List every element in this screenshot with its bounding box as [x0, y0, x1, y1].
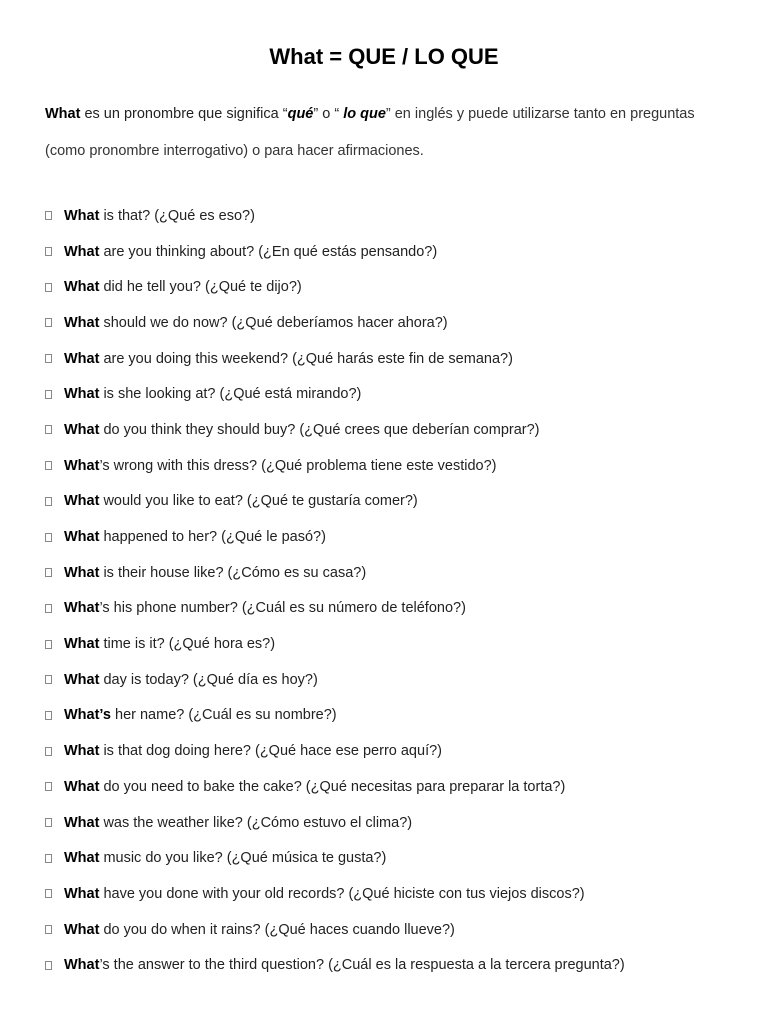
item-text: her name? (¿Cuál es su nombre?) — [115, 707, 337, 724]
item-text: are you doing this weekend? (¿Qué harás este fin de semana?) — [103, 350, 513, 367]
list-item — [45, 805, 745, 841]
item-text: is she looking at? (¿Qué está mirando?) — [103, 386, 362, 403]
intro-text-1: es un pronombre que significa “ — [80, 106, 288, 122]
list-item — [45, 591, 745, 627]
item-text: should we do now? (¿Qué deberíamos hacer ahora?) — [103, 314, 448, 331]
list-item — [45, 519, 745, 555]
item-keyword: What — [64, 386, 100, 403]
item-keyword: What — [64, 279, 100, 296]
item-keyword: What — [64, 921, 100, 938]
bullet-box-icon — [45, 318, 52, 327]
item-text: are you thinking about? (¿En qué estás pensando?) — [103, 243, 438, 260]
bullet-box-icon — [45, 247, 52, 256]
bullet-box-icon — [45, 818, 52, 827]
bullet-box-icon — [45, 497, 52, 506]
bullet-box-icon — [45, 854, 52, 863]
item-text: day is today? (¿Qué día es hoy?) — [103, 671, 318, 688]
bullet-box-icon — [45, 925, 52, 934]
list-item — [45, 305, 745, 341]
list-item — [45, 947, 745, 983]
item-keyword: What — [64, 778, 100, 795]
list-item — [45, 376, 745, 412]
bullet-box-icon — [45, 675, 52, 684]
list-item — [45, 412, 745, 448]
list-item — [45, 733, 745, 769]
bullet-box-icon — [45, 390, 52, 399]
item-keyword: What — [64, 529, 100, 546]
item-text: have you done with your old records? (¿Qué hiciste con tus viejos discos?) — [103, 885, 585, 902]
bullet-box-icon — [45, 711, 52, 720]
item-text: is their house like? (¿Cómo es su casa?) — [103, 564, 367, 581]
item-text: did he tell you? (¿Qué te dijo?) — [103, 279, 302, 296]
bullet-box-icon — [45, 640, 52, 649]
bullet-box-icon — [45, 747, 52, 756]
item-keyword: What — [64, 814, 100, 831]
item-text: time is it? (¿Qué hora es?) — [103, 636, 276, 653]
item-keyword: What — [64, 457, 100, 474]
intro-text-2: ” o “ — [313, 106, 344, 122]
bullet-box-icon — [45, 533, 52, 542]
examples-list — [45, 198, 745, 983]
item-text: ’s his phone number? (¿Cuál es su número de teléfono?) — [99, 600, 466, 617]
bullet-box-icon — [45, 568, 52, 577]
item-text: do you think they should buy? (¿Qué crees que deberían comprar?) — [103, 421, 540, 438]
item-keyword: What — [64, 564, 100, 581]
item-keyword: What — [64, 243, 100, 260]
intro-que: qué — [287, 106, 314, 122]
item-text: ’s wrong with this dress? (¿Qué problema tiene este vestido?) — [99, 457, 497, 474]
list-item — [45, 698, 745, 734]
item-text: is that? (¿Qué es eso?) — [103, 207, 255, 224]
bullet-box-icon — [45, 425, 52, 434]
item-keyword: What — [64, 850, 100, 867]
item-keyword: What — [64, 957, 100, 974]
bullet-box-icon — [45, 211, 52, 220]
item-keyword: What — [64, 493, 100, 510]
item-keyword: What — [64, 207, 100, 224]
bullet-box-icon — [45, 461, 52, 470]
item-keyword: What — [64, 743, 100, 760]
item-keyword: What — [64, 636, 100, 653]
item-text: ’s the answer to the third question? (¿Cuál es la respuesta a la tercera pregunta?) — [99, 957, 625, 974]
bullet-box-icon — [45, 889, 52, 898]
item-keyword: What — [64, 600, 100, 617]
item-text: was the weather like? (¿Cómo estuvo el clima?) — [103, 814, 413, 831]
bullet-box-icon — [45, 283, 52, 292]
list-item — [45, 662, 745, 698]
intro-paragraph — [45, 96, 735, 170]
item-text: music do you like? (¿Qué música te gusta?) — [103, 850, 387, 867]
intro-text-3: ” en inglés y puede utilizarse tanto en preguntas (como pronombre interrogativo) o para hacer afirmaciones. — [45, 106, 695, 159]
item-keyword: What — [64, 314, 100, 331]
list-item — [45, 448, 745, 484]
item-keyword: What — [64, 885, 100, 902]
item-keyword: What — [64, 350, 100, 367]
list-item — [45, 876, 745, 912]
item-text: do you do when it rains? (¿Qué haces cuando llueve?) — [103, 921, 455, 938]
list-item — [45, 234, 745, 270]
list-item — [45, 840, 745, 876]
intro-lo-que: lo que — [343, 106, 386, 122]
item-text: do you need to bake the cake? (¿Qué necesitas para preparar la torta?) — [103, 778, 566, 795]
list-item — [45, 555, 745, 591]
list-item — [45, 912, 745, 948]
bullet-box-icon — [45, 782, 52, 791]
bullet-box-icon — [45, 961, 52, 970]
item-text: is that dog doing here? (¿Qué hace ese perro aquí?) — [103, 743, 442, 760]
item-keyword: What — [64, 421, 100, 438]
intro-keyword: What — [45, 106, 81, 122]
list-item — [45, 198, 745, 234]
list-item — [45, 484, 745, 520]
list-item — [45, 769, 745, 805]
list-item — [45, 269, 745, 305]
list-item — [45, 626, 745, 662]
item-text: would you like to eat? (¿Qué te gustaría comer?) — [103, 493, 418, 510]
bullet-box-icon — [45, 604, 52, 613]
bullet-box-icon — [45, 354, 52, 363]
item-keyword: What — [64, 671, 100, 688]
list-item — [45, 341, 745, 377]
item-text: happened to her? (¿Qué le pasó?) — [103, 529, 326, 546]
item-keyword: What’s — [64, 707, 111, 724]
page-title: What = QUE / LO QUE — [269, 44, 499, 69]
